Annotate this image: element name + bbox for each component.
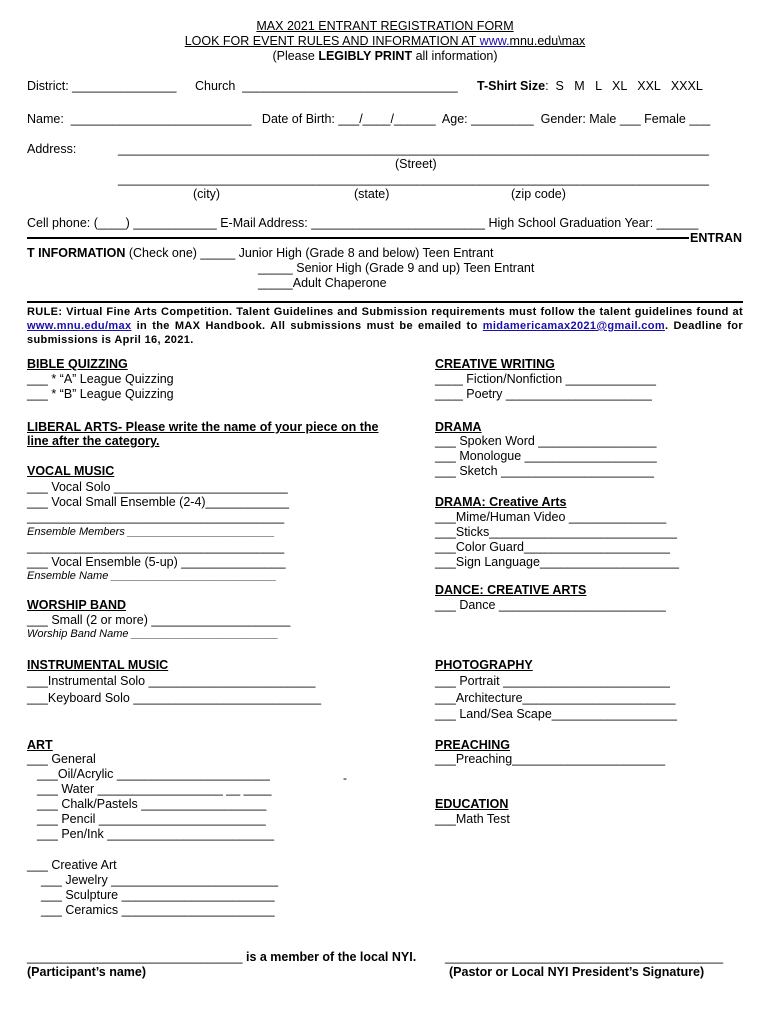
city-state-zip-line[interactable]: _____________________________________________________________________________________ bbox=[118, 172, 709, 186]
junior-high-option[interactable]: (Check one) _____ Junior High (Grade 8 and below) Teen Entrant bbox=[125, 246, 494, 260]
dance[interactable]: ___ Dance ________________________ bbox=[435, 598, 666, 612]
tshirt-size-field[interactable] bbox=[477, 79, 703, 94]
drama-creative-arts-heading: DRAMA: Creative Arts bbox=[435, 495, 567, 509]
tshirt-size-label: T-Shirt Size bbox=[477, 79, 546, 93]
tshirt-size-options[interactable]: : S M L XL XXL XXXL bbox=[545, 79, 703, 93]
address-label: Address: bbox=[27, 142, 77, 156]
event-rules-link[interactable]: www. bbox=[479, 34, 510, 48]
creative-art[interactable]: ___ Creative Art bbox=[27, 858, 117, 872]
worship-band-heading: WORSHIP BAND bbox=[27, 598, 127, 612]
rule-line-1: RULE: Virtual Fine Arts Competition. Talent Guidelines and Submission requirements must follow the talent guidelines found at bbox=[27, 306, 743, 318]
stray-dash: - bbox=[343, 771, 347, 785]
rule-email-link[interactable]: midamericamax2021@gmail.com bbox=[482, 320, 665, 332]
bible-quizzing-heading: BIBLE QUIZZING bbox=[27, 357, 128, 371]
event-rules-url[interactable]: mnu.edu\max bbox=[509, 34, 586, 48]
art-pen-ink[interactable]: ___ Pen/Ink ________________________ bbox=[37, 827, 275, 841]
art-water[interactable]: ___ Water __________________ __ ____ bbox=[37, 782, 272, 796]
creative-jewelry[interactable]: ___ Jewelry ________________________ bbox=[41, 873, 279, 887]
monologue[interactable]: ___ Monologue ___________________ bbox=[435, 449, 657, 463]
member-statement: is a member of the local NYI. bbox=[242, 950, 417, 964]
district-field[interactable]: District: _______________ bbox=[27, 79, 177, 93]
dance-heading: DANCE: CREATIVE ARTS bbox=[435, 583, 587, 597]
portrait[interactable]: ___ Portrait ________________________ bbox=[435, 674, 670, 688]
print-post: all information) bbox=[412, 49, 498, 63]
vocal-small-ensemble[interactable]: ___ Vocal Small Ensemble (2-4)____________ bbox=[27, 495, 289, 509]
color-guard[interactable]: ___Color Guard_____________________ bbox=[435, 540, 670, 554]
mime-human-video[interactable]: ___Mime/Human Video ______________ bbox=[435, 510, 667, 524]
church-field[interactable]: Church _______________________________ bbox=[195, 79, 458, 93]
math-test[interactable]: ___Math Test bbox=[435, 812, 510, 826]
phone-email-row[interactable]: Cell phone: (____) ____________ E-Mail Address: _________________________ High School Graduation Year: ______ bbox=[27, 216, 699, 230]
drama-heading: DRAMA bbox=[435, 420, 482, 434]
education-heading: EDUCATION bbox=[435, 797, 509, 811]
preaching[interactable]: ___Preaching______________________ bbox=[435, 752, 666, 766]
vocal-small-line[interactable]: _____________________________________ bbox=[27, 510, 285, 524]
art-oil-acrylic[interactable]: ___Oil/Acrylic ______________________ bbox=[37, 767, 270, 781]
participant-name-caption: (Participant’s name) bbox=[27, 965, 147, 979]
senior-high-option[interactable]: _____ Senior High (Grade 9 and up) Teen Entrant bbox=[258, 261, 535, 275]
rule-mid: in the MAX Handbook. All submissions must be emailed to bbox=[131, 320, 483, 332]
event-rules-text: LOOK FOR EVENT RULES AND INFORMATION AT bbox=[184, 34, 480, 48]
photography-heading: PHOTOGRAPHY bbox=[435, 658, 533, 672]
vocal-music-heading: VOCAL MUSIC bbox=[27, 464, 115, 478]
rule-line-2 bbox=[27, 319, 743, 333]
sign-language[interactable]: ___Sign Language____________________ bbox=[435, 555, 680, 569]
participant-signature-row[interactable] bbox=[27, 950, 416, 965]
event-rules-line bbox=[0, 34, 770, 49]
adult-chaperone-option[interactable]: _____Adult Chaperone bbox=[258, 276, 387, 290]
sketch[interactable]: ___ Sketch ______________________ bbox=[435, 464, 654, 478]
sticks[interactable]: ___Sticks___________________________ bbox=[435, 525, 677, 539]
rule-end: . Deadline for bbox=[664, 320, 743, 332]
participant-name-line[interactable]: _______________________________ bbox=[27, 950, 243, 964]
keyboard-solo[interactable]: ___Keyboard Solo ___________________________ bbox=[27, 691, 322, 705]
print-pre: (Please bbox=[272, 49, 319, 63]
print-instruction bbox=[0, 49, 770, 64]
street-caption: (Street) bbox=[395, 157, 437, 171]
entrant-heading-end: ENTRAN bbox=[690, 231, 743, 245]
state-caption: (state) bbox=[354, 187, 390, 201]
creative-sculpture[interactable]: ___ Sculpture ______________________ bbox=[41, 888, 275, 902]
liberal-arts-heading-2: line after the category. bbox=[27, 434, 160, 448]
preaching-heading: PREACHING bbox=[435, 738, 511, 752]
spoken-word[interactable]: ___ Spoken Word _________________ bbox=[435, 434, 657, 448]
vocal-ensemble-line[interactable]: _____________________________________ bbox=[27, 540, 285, 554]
entrant-info-row[interactable] bbox=[27, 246, 493, 261]
rule-divider bbox=[27, 301, 743, 303]
poetry[interactable]: ____ Poetry _____________________ bbox=[435, 387, 652, 401]
name-row[interactable]: Name: __________________________ Date of Birth: ___/____/______ Age: _________ Gender: Male ___ Female ___ bbox=[27, 112, 711, 126]
creative-writing-heading: CREATIVE WRITING bbox=[435, 357, 555, 371]
worship-band-name[interactable]: Worship Band Name ________________________ bbox=[27, 628, 279, 640]
entrant-info-heading: T INFORMATION bbox=[27, 246, 126, 260]
ensemble-name[interactable]: Ensemble Name ___________________________ bbox=[27, 570, 277, 582]
instrumental-solo[interactable]: ___Instrumental Solo ________________________ bbox=[27, 674, 316, 688]
ensemble-members[interactable]: Ensemble Members ________________________ bbox=[27, 526, 275, 538]
worship-small[interactable]: ___ Small (2 or more) ____________________ bbox=[27, 613, 291, 627]
vocal-solo[interactable]: ___ Vocal Solo _________________________ bbox=[27, 480, 288, 494]
street-line[interactable]: _____________________________________________________________________________________ bbox=[118, 142, 709, 156]
architecture[interactable]: ___Architecture______________________ bbox=[435, 691, 676, 705]
art-heading: ART bbox=[27, 738, 53, 752]
rule-line-3: submissions is April 16, 2021. bbox=[27, 334, 194, 346]
liberal-arts-heading: LIBERAL ARTS- Please write the name of your piece on the bbox=[27, 420, 379, 434]
art-chalk-pastels[interactable]: ___ Chalk/Pastels __________________ bbox=[37, 797, 267, 811]
pastor-signature-caption: (Pastor or Local NYI President’s Signature) bbox=[449, 965, 705, 979]
zip-caption: (zip code) bbox=[511, 187, 566, 201]
print-bold: LEGIBLY PRINT bbox=[318, 49, 413, 63]
pastor-signature-line[interactable]: ________________________________________ bbox=[445, 950, 724, 964]
art-pencil[interactable]: ___ Pencil ________________________ bbox=[37, 812, 266, 826]
art-general[interactable]: ___ General bbox=[27, 752, 96, 766]
vocal-ensemble[interactable]: ___ Vocal Ensemble (5-up) _______________ bbox=[27, 555, 286, 569]
bible-b-league[interactable]: ___ * “B” League Quizzing bbox=[27, 387, 174, 401]
rule-link[interactable]: www.mnu.edu/max bbox=[27, 320, 132, 332]
city-caption: (city) bbox=[193, 187, 221, 201]
instrumental-music-heading: INSTRUMENTAL MUSIC bbox=[27, 658, 169, 672]
creative-ceramics[interactable]: ___ Ceramics ______________________ bbox=[41, 903, 275, 917]
bible-a-league[interactable]: ___ * “A” League Quizzing bbox=[27, 372, 174, 386]
form-title: MAX 2021 ENTRANT REGISTRATION FORM bbox=[256, 19, 514, 33]
fiction-nonfiction[interactable]: ____ Fiction/Nonfiction _____________ bbox=[435, 372, 657, 386]
land-sea-scape[interactable]: ___ Land/Sea Scape__________________ bbox=[435, 707, 677, 721]
section-divider bbox=[27, 237, 689, 239]
